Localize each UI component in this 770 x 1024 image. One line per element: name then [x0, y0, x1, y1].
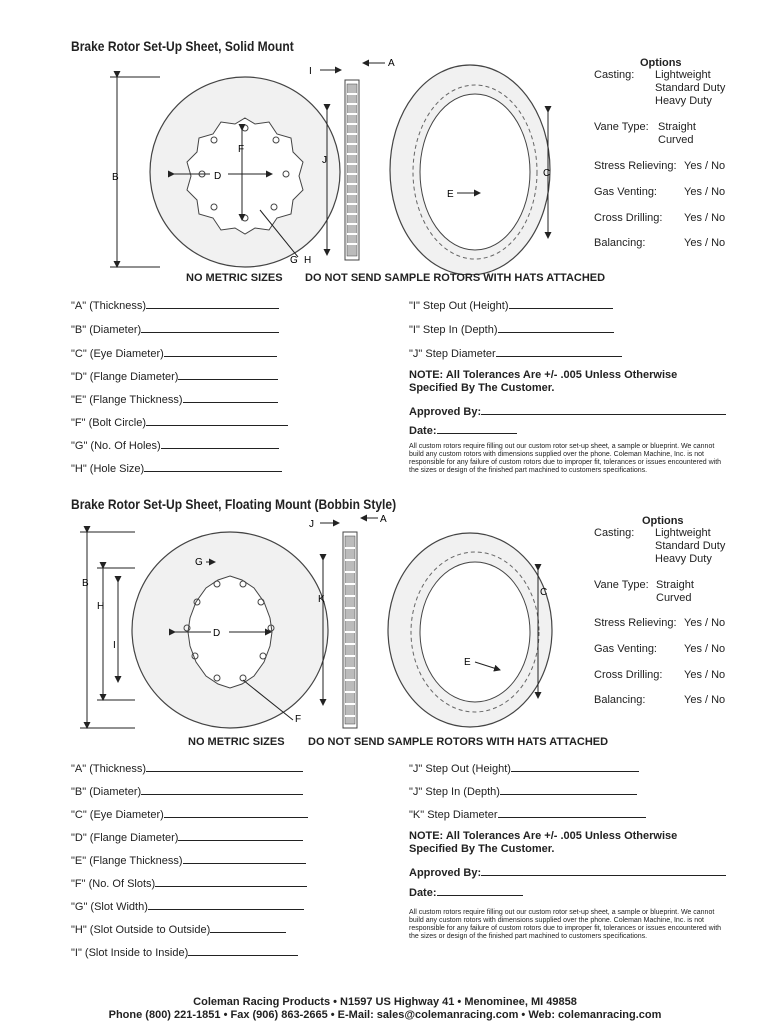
- label-c: C: [540, 587, 548, 598]
- sheet2-casting-1: Lightweight: [655, 527, 711, 539]
- sheet2-field-flange-diameter[interactable]: "D" (Flange Diameter): [71, 830, 303, 844]
- sheet2-field-step-in[interactable]: "J" Step In (Depth): [409, 784, 637, 798]
- sheet2-cross-label: Cross Drilling:: [594, 669, 663, 681]
- sheet1-approved-by[interactable]: Approved By:: [409, 404, 726, 418]
- label-d: D: [213, 628, 221, 639]
- sheet1-field-flange-diameter[interactable]: "D" (Flange Diameter): [71, 369, 278, 383]
- sheet1-field-bolt-circle[interactable]: "F" (Bolt Circle): [71, 415, 288, 429]
- sheet2-field-flange-thickness[interactable]: "E" (Flange Thickness): [71, 853, 306, 867]
- sheet2-vane-1: Straight: [656, 579, 694, 591]
- sheet2-casting-3: Heavy Duty: [655, 553, 712, 565]
- sheet2-approved-by[interactable]: Approved By:: [409, 865, 726, 879]
- label-j: J: [322, 155, 327, 166]
- sheet2-field-step-diameter[interactable]: "K" Step Diameter: [409, 807, 646, 821]
- sheet1-title: Brake Rotor Set-Up Sheet, Solid Mount: [71, 38, 294, 54]
- sheet1-vane-1: Straight: [658, 121, 696, 133]
- sheet1-gas-value[interactable]: Yes / No: [684, 186, 726, 198]
- rotor-face-view: [150, 77, 340, 267]
- label-f: F: [238, 144, 245, 155]
- sheet1-field-thickness[interactable]: "A" (Thickness): [71, 298, 279, 312]
- floating-rotor-side-view: [343, 532, 357, 728]
- sheet1-field-no-of-holes[interactable]: "G" (No. Of Holes): [71, 438, 279, 452]
- sheet2-field-slot-inside[interactable]: "I" (Slot Inside to Inside): [71, 945, 298, 959]
- sheet2-vane-label: Vane Type:: [594, 579, 649, 591]
- sheet1-stress-label: Stress Relieving:: [594, 160, 677, 172]
- rotor-side-view: [345, 80, 359, 260]
- sheet1-warning-metric: NO METRIC SIZES: [186, 272, 283, 284]
- sheet2-warning-metric: NO METRIC SIZES: [188, 736, 285, 748]
- sheet2-casting-label: Casting:: [594, 527, 635, 539]
- solid-mount-diagram: [100, 50, 590, 275]
- label-a: A: [380, 514, 387, 525]
- sheet1-balancing-label: Balancing:: [594, 237, 646, 249]
- sheet2-vane-2: Curved: [656, 592, 692, 604]
- sheet1-date[interactable]: Date:: [409, 423, 517, 437]
- sheet1-balancing-value[interactable]: Yes / No: [684, 237, 726, 249]
- sheet2-gas-value[interactable]: Yes / No: [684, 643, 726, 655]
- sheet1-cross-value[interactable]: Yes / No: [684, 212, 726, 224]
- sheet2-field-slot-width[interactable]: "G" (Slot Width): [71, 899, 304, 913]
- label-h: H: [97, 601, 105, 612]
- sheet1-vane-2: Curved: [658, 134, 694, 146]
- sheet2-disclaimer: All custom rotors require filling out our custom rotor set-up sheet, a sample or blueprint. We cannot build any custom rotors with dimensions supplied over the phone. Coleman Machine, Inc. is not responsible for any failure of custom rotors due to improper fit, tolerances or issues encountered with the sizes or design of the finished part machined to customers specifications.: [409, 909, 722, 940]
- footer-contact: Phone (800) 221-1851 • Fax (906) 863-2665 • E-Mail: sales@colemanracing.com • Web: colemanracing.com: [108, 1009, 662, 1021]
- label-e: E: [464, 657, 471, 668]
- sheet2-casting-2: Standard Duty: [655, 540, 726, 552]
- sheet2-title: Brake Rotor Set-Up Sheet, Floating Mount (Bobbin Style): [71, 496, 397, 512]
- sheet2-warning-hats: DO NOT SEND SAMPLE ROTORS WITH HATS ATTACHED: [308, 736, 609, 748]
- sheet2-field-step-out[interactable]: "J" Step Out (Height): [409, 761, 639, 775]
- label-c: C: [543, 168, 551, 179]
- sheet2-gas-label: Gas Venting:: [594, 643, 657, 655]
- sheet1-casting-1: Lightweight: [655, 69, 711, 81]
- label-f: F: [295, 714, 302, 725]
- label-a: A: [388, 58, 395, 69]
- label-g: G: [290, 255, 298, 266]
- sheet2-field-no-of-slots[interactable]: "F" (No. Of Slots): [71, 876, 307, 890]
- label-b: B: [112, 172, 119, 183]
- sheet1-field-flange-thickness[interactable]: "E" (Flange Thickness): [71, 392, 278, 406]
- sheet1-cross-label: Cross Drilling:: [594, 212, 663, 224]
- sheet1-options-heading: Options: [640, 57, 682, 69]
- rotor-perspective-view: [390, 65, 550, 275]
- sheet2-options-heading: Options: [642, 515, 684, 527]
- label-e: E: [447, 189, 454, 200]
- sheet1-field-step-out[interactable]: "I" Step Out (Height): [409, 298, 613, 312]
- sheet1-warning-hats: DO NOT SEND SAMPLE ROTORS WITH HATS ATTACHED: [305, 272, 606, 284]
- sheet2-cross-value[interactable]: Yes / No: [684, 669, 726, 681]
- sheet1-field-diameter[interactable]: "B" (Diameter): [71, 322, 279, 336]
- sheet2-stress-value[interactable]: Yes / No: [684, 617, 726, 629]
- sheet1-casting-label: Casting:: [594, 69, 635, 81]
- sheet1-disclaimer: All custom rotors require filling out our custom rotor set-up sheet, a sample or blueprint. We cannot build any custom rotors with dimensions supplied over the phone. Coleman Machine, Inc. is not responsible for any failure of custom rotors due to improper fit, tolerances or issues encountered with the sizes or design of the finished part machined to customers specifications.: [409, 443, 722, 474]
- floating-rotor-perspective-view: [388, 533, 552, 727]
- sheet1-note: NOTE: All Tolerances Are +/- .005 Unless Otherwise Specified By The Customer.: [409, 369, 678, 394]
- label-h: H: [304, 255, 312, 266]
- sheet2-field-thickness[interactable]: "A" (Thickness): [71, 761, 303, 775]
- footer-address: Coleman Racing Products • N1597 US Highway 41 • Menominee, MI 49858: [193, 996, 577, 1008]
- floating-rotor-face-view: [132, 532, 328, 728]
- sheet2-field-slot-outside[interactable]: "H" (Slot Outside to Outside): [71, 922, 286, 936]
- sheet2-balancing-label: Balancing:: [594, 694, 646, 706]
- sheet1-gas-label: Gas Venting:: [594, 186, 657, 198]
- sheet1-stress-value[interactable]: Yes / No: [684, 160, 726, 172]
- sheet1-vane-label: Vane Type:: [594, 121, 649, 133]
- label-d: D: [214, 171, 222, 182]
- sheet1-field-eye-diameter[interactable]: "C" (Eye Diameter): [71, 346, 277, 360]
- sheet2-balancing-value[interactable]: Yes / No: [684, 694, 726, 706]
- sheet1-field-step-diameter[interactable]: "J" Step Diameter: [409, 346, 622, 360]
- sheet2-stress-label: Stress Relieving:: [594, 617, 677, 629]
- label-j: J: [309, 519, 314, 530]
- sheet2-date[interactable]: Date:: [409, 885, 523, 899]
- label-g: G: [195, 557, 203, 568]
- sheet1-field-hole-size[interactable]: "H" (Hole Size): [71, 461, 282, 475]
- label-k: K: [318, 594, 325, 605]
- sheet1-casting-3: Heavy Duty: [655, 95, 712, 107]
- floating-mount-diagram: [75, 510, 590, 735]
- sheet2-field-diameter[interactable]: "B" (Diameter): [71, 784, 303, 798]
- label-i: I: [309, 66, 312, 77]
- label-b: B: [82, 578, 89, 589]
- label-i: I: [113, 640, 116, 651]
- sheet2-note: NOTE: All Tolerances Are +/- .005 Unless Otherwise Specified By The Customer.: [409, 830, 678, 855]
- sheet1-casting-2: Standard Duty: [655, 82, 726, 94]
- sheet2-field-eye-diameter[interactable]: "C" (Eye Diameter): [71, 807, 308, 821]
- sheet1-field-step-in[interactable]: "I" Step In (Depth): [409, 322, 614, 336]
